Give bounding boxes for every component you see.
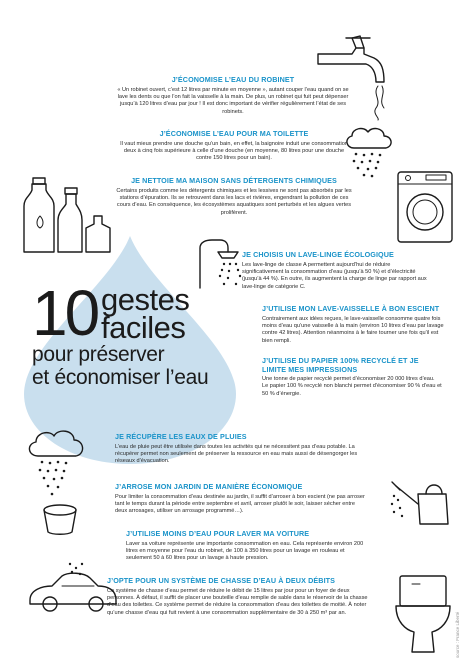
bottles-icon [14,176,114,256]
tip-body: « Un robinet ouvert, c’est 12 litres par minute en moyenne », autant couper l’eau quand on se lave les dents ou que l’on fait la vaisselle à la main. De plus, un robinet qui fuit peut dépenser jusqu’à 120 litres d’eau par jour ! Il est donc important de vérifier régulièrement l’état de ses robinets. [117,86,349,115]
shower-head-icon [198,238,246,290]
tip-body: Pour limiter la consommation d’eau destinée au jardin, il suffit d’arroser à bon escient (ne pas arroser tant le temps durant la période entre septembre et avril, arroser plutôt le soir, laisser sécher entre deux arrosages, utiliser un arrosage programmé…). [115,493,365,515]
hero-word-faciles: faciles [101,310,186,345]
tip-body: Ce système de chasse d’eau permet de réduire le débit de 15 litres par jour pour un foyer de deux personnes. À défaut, il suffit de placer une bouteille d’eau remplie de sable dans le réservoir de la chasse d’eau des toilettes. Ce système permet de réduire la consommation d’eau des toilettes de moitié. À noter qu’une chasse d’eau qui fuit revient à une consommation supplémentaire de 30 à 250 m³ par an. [107,587,368,616]
tip-body: Laver sa voiture représente une importante consommation en eau. Cela représente environ 200 litres en moyenne pour l’eau du robinet, de 100 à 350 litres pour un lavage en rouleau et seulement 50 à 60 litres pour un lavage à haute pression. [126,540,364,562]
hero-word-gestes: gestes [101,282,190,317]
car-icon [22,560,122,616]
hero-number: 10 [32,277,98,349]
toilet-icon [392,572,454,656]
tip-body: Une tonne de papier recyclé permet d’économiser 20 000 litres d’eau. Le papier 100 % recyclé non blanchi permet d’économiser 90 % d’eau et 50 % d’énergie. [262,376,442,397]
tip-title: JE CHOISIS UN LAVE-LINGE ÉCOLOGIQUE [242,250,394,259]
tip-title: J’ÉCONOMISE L’EAU DU ROBINET [171,75,295,84]
tip-title: J’OPTE POUR UN SYSTÈME DE CHASSE D’EAU À DEUX DÉBITS [107,576,336,585]
hero-line-preserver: pour préserver [32,343,165,366]
tip-jardin [115,483,365,516]
cloud-rain-icon [24,428,94,498]
tip-body: Les lave-linge de classe A permettent aujourd’hui de réduire significativement la consommation d’eau (jusqu’à 50 %) et d’électricité (jusqu’à 44 %). En outre, ils augmentent la charge de linge par rapport aux lave-linge de catégorie C. [242,261,427,290]
tip-title: J’UTILISE MON LAVE-VAISSELLE À BON ESCIENT [262,304,440,313]
tip-body: L’eau de pluie peut être utilisée dans toutes les activités qui ne nécessitent pas d’eau potable. La récupérer permet non seulement de préserver la ressource en eau mais aussi de désengorger les réseaux d’évacuation. [115,443,358,465]
tip-title: JE RÉCUPÈRE LES EAUX DE PLUIES [115,432,247,441]
shower-drops-icon [340,124,400,180]
tip-title: J’UTILISE MOINS D’EAU POUR LAVER MA VOITURE [126,529,310,538]
tip-title: J’ÉCONOMISE L’EAU POUR MA TOILETTE [159,129,309,138]
tip-toilette [120,130,348,163]
hero-line-economiser: et économiser l’eau [32,366,209,389]
tip-title: J’UTILISE DU PAPIER 100% RECYCLÉ ET JE LIMITE MES IMPRESSIONS [262,356,419,374]
tip-title: J’ARROSE MON JARDIN DE MANIÈRE ÉCONOMIQUE [115,482,303,491]
tip-chasse-eau [107,577,369,617]
tip-lave-linge [242,251,432,291]
bucket-icon [40,502,80,536]
washing-machine-icon [392,168,458,248]
tip-eaux-pluies [115,433,363,466]
source-credit: source : France Liberté [455,611,460,658]
watering-can-icon [388,474,462,534]
faucet-icon [312,34,392,120]
tip-detergents [116,177,352,217]
tip-papier [262,357,442,398]
tip-body: Certains produits comme les détergents chimiques et les lessives ne sont pas absorbés par les stations d’épuration. Ils se retrouvent dans les lacs et rivières, engendrant la pollution de ces cours d’eau. En conséquence, les écosystèmes aquatiques sont perturbés et les algues vertes prolifèrent. [116,187,352,216]
tip-body: Contrairement aux idées reçues, le lave-vaisselle consomme quatre fois moins d’eau qu’une vaisselle à la main (environ 10 litres d’eau par lavage contre 42 litres). Attention néanmoins à le faire tourner une fois qu’il est bien rempli. [262,315,444,344]
tip-lave-vaisselle [262,305,444,345]
tip-body: Il vaut mieux prendre une douche qu’un bain, en effet, la baignoire induit une consommation deux à cinq fois supérieure à celle d’une douche (en moyenne, 80 litres pour une douche contre 150 litres pour un bain). [120,140,348,162]
tip-voiture [126,530,366,563]
tip-title: JE NETTOIE MA MAISON SANS DÉTERGENTS CHIMIQUES [131,176,337,185]
